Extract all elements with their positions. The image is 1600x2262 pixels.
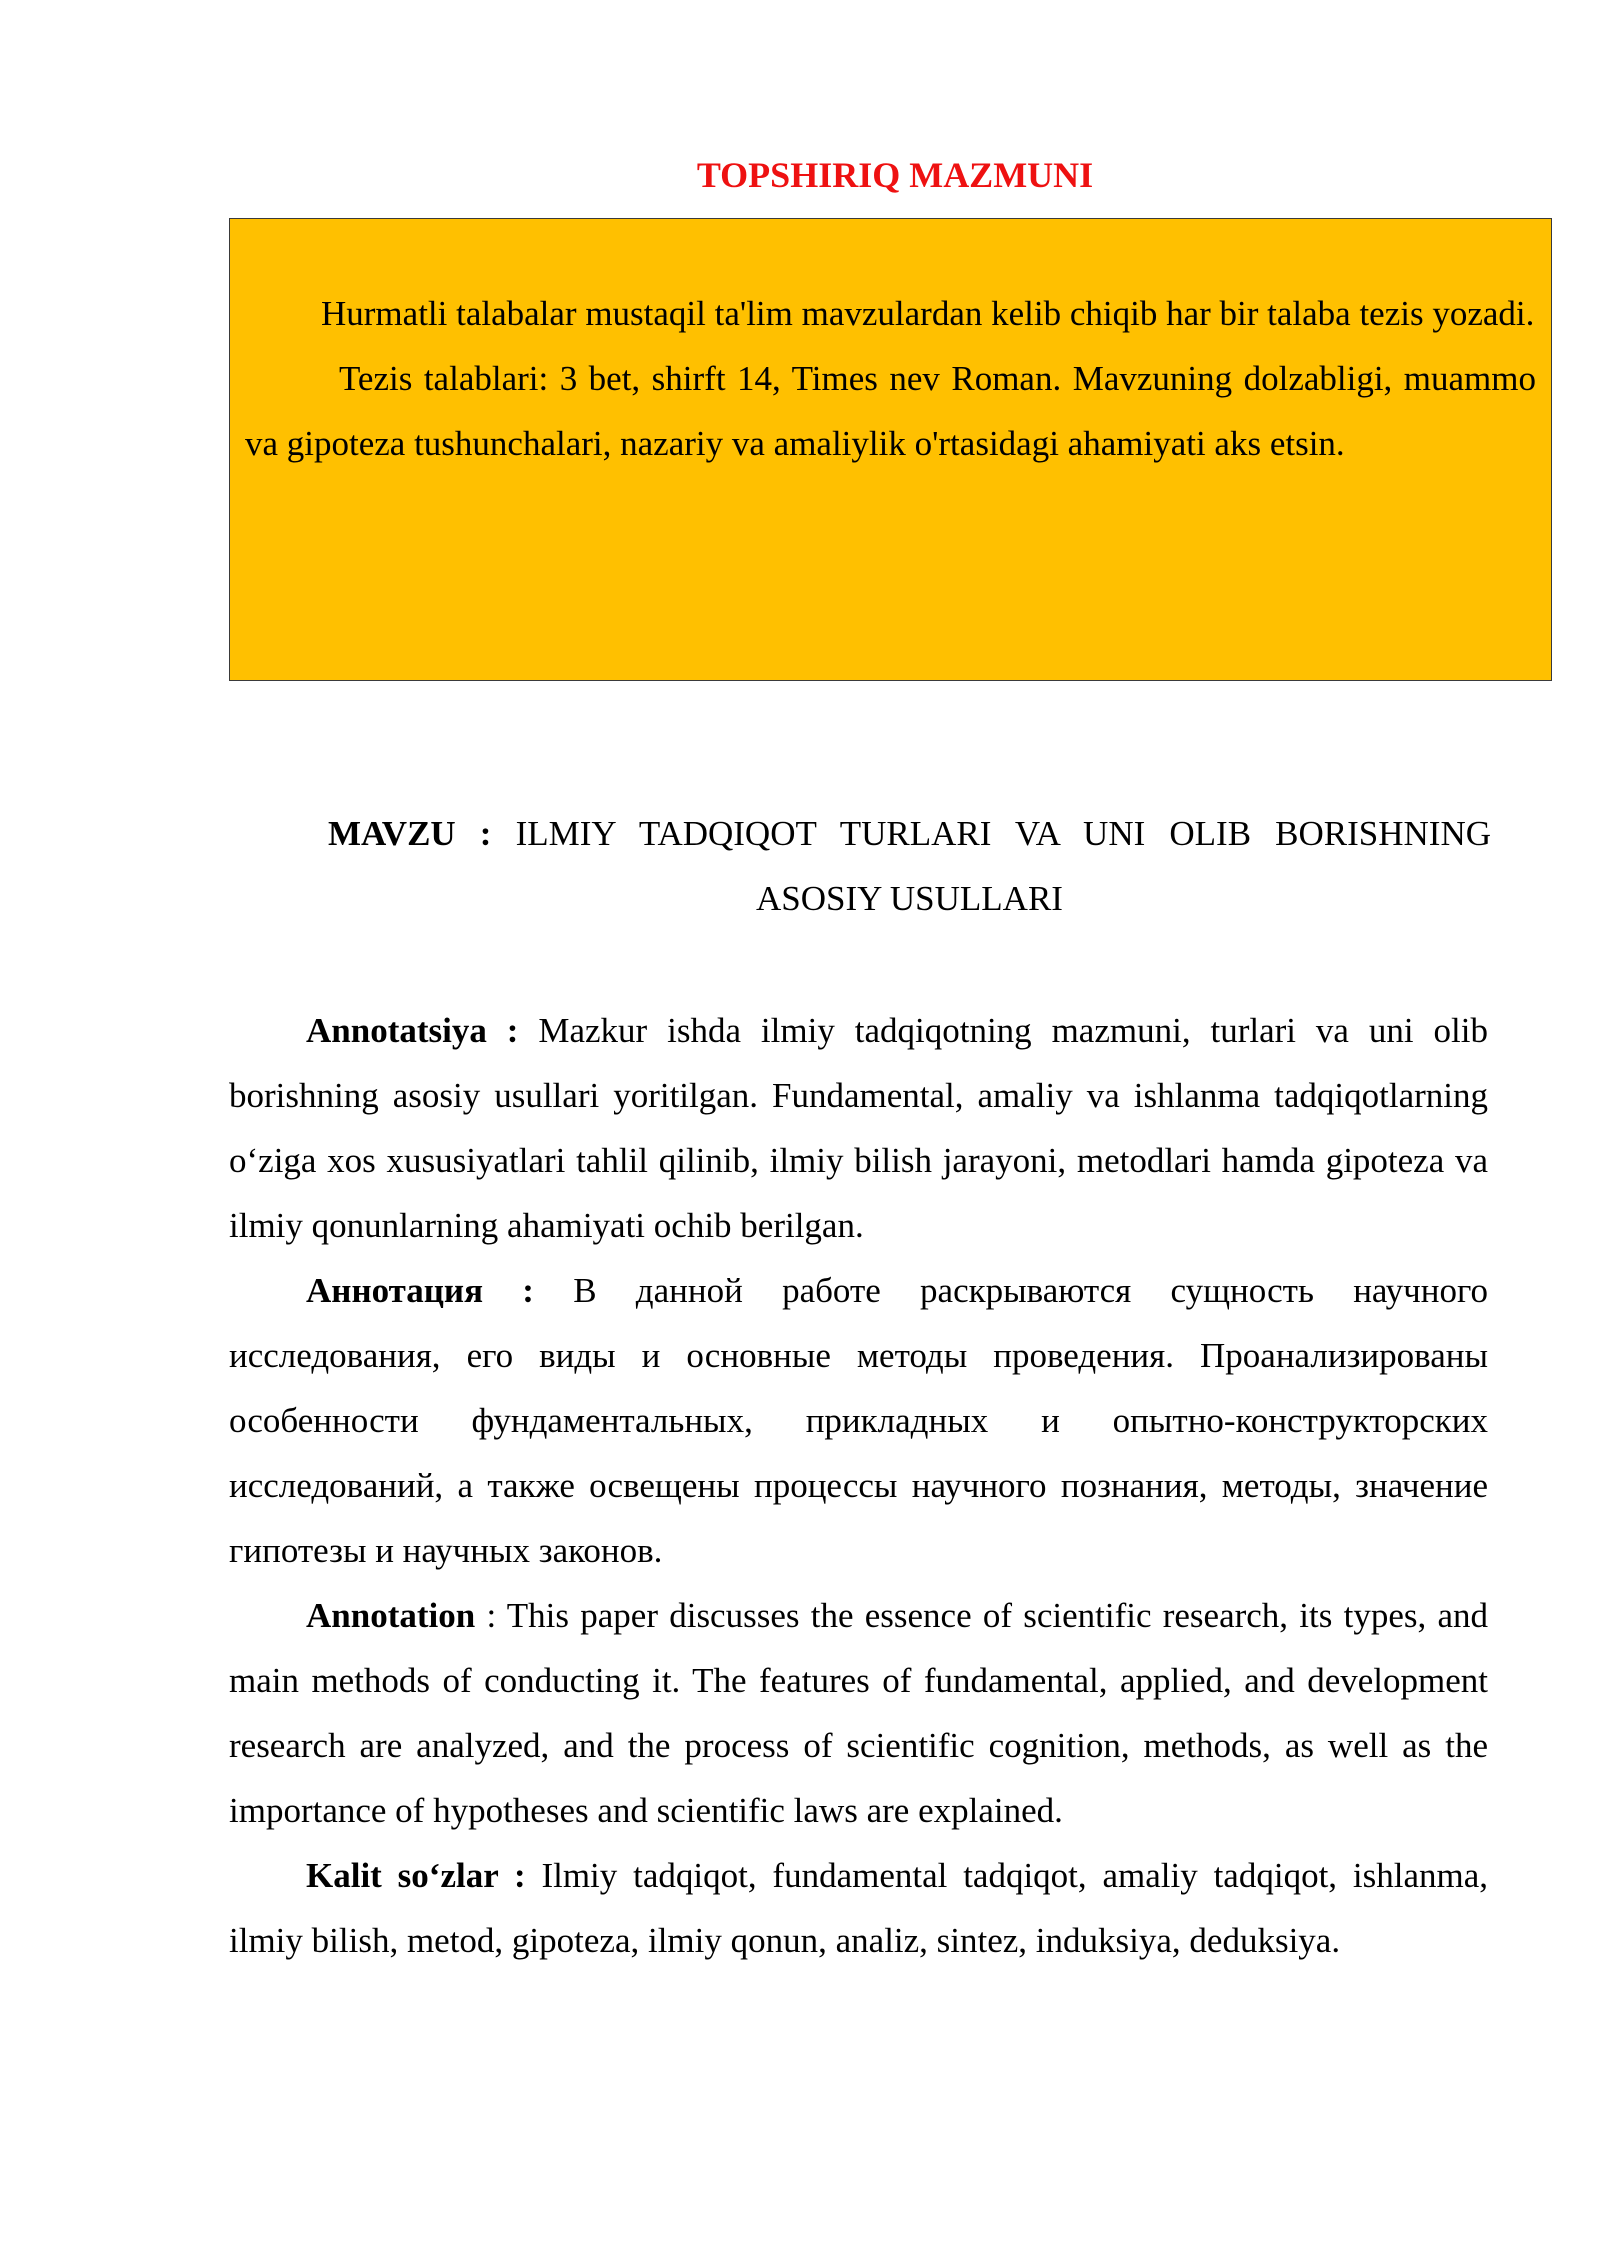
task-box [229, 218, 1552, 681]
task-paragraph-requirements: Tezis talablari: 3 bet, shirft 14, Times nev Roman. Mavzuning dolzabligi, muammo va gipoteza tushunchalari, nazariy va amaliylik o'rtasidagi ahamiyati aks etsin. [245, 359, 1536, 463]
abstract-english [229, 1583, 1488, 1843]
abstract-english-label: Annotation [306, 1596, 476, 1635]
abstract-english-text: : This paper discusses the essence of scientific research, its types, and main methods of conducting it. The features of fundamental, applied, and development research are analyzed, and the process of scientific cognition, methods, as well as the importance of hypotheses and scientific laws are explained. [229, 1596, 1489, 1830]
abstract-uzbek [229, 998, 1488, 1258]
abstracts-section [229, 998, 1488, 1973]
abstract-russian-label: Аннотация : [306, 1271, 534, 1310]
page-heading: TOPSHIRIQ MAZMUNI [696, 155, 1094, 195]
topic-line-1 [229, 801, 1491, 866]
topic-title [229, 801, 1491, 931]
keywords-label: Kalit so‘zlar : [306, 1856, 526, 1895]
keywords [229, 1843, 1488, 1973]
topic-label: MAVZU : [328, 814, 492, 853]
abstract-uzbek-text: Mazkur ishda ilmiy tadqiqotning mazmuni, turlari va uni olib borishning asosiy usullari yoritilgan. Fundamental, amaliy va ishlanma tadqiqotlarning o‘ziga xos xususiyatlari tahlil qilinib, ilmiy bilish jarayoni, metodlari hamda gipoteza va ilmiy qonunlarning ahamiyati ochib berilgan. [229, 1011, 1488, 1245]
topic-text-line-2: ASOSIY USULLARI [756, 879, 1063, 918]
abstract-russian [229, 1258, 1488, 1583]
keywords-text: Ilmiy tadqiqot, fundamental tadqiqot, amaliy tadqiqot, ishlanma, ilmiy bilish, metod, gipoteza, ilmiy qonun, analiz, sintez, induksiya, deduksiya. [229, 1856, 1488, 1960]
abstract-uzbek-label: Annotatsiya : [306, 1011, 519, 1050]
task-paragraph-intro: Hurmatli talabalar mustaqil ta'lim mavzulardan kelib chiqib har bir talaba tezis yozadi. [321, 294, 1535, 333]
abstract-russian-text: В данной работе раскрываются сущность научного исследования, его виды и основные методы проведения. Проанализированы особенности фундаментальных, прикладных и опытно-конструкторских исследований, а также освещены процессы научного познания, методы, значение гипотезы и научных законов. [229, 1271, 1488, 1570]
topic-text-line-1: ILMIY TADQIQOT TURLARI VA UNI OLIB BORISHNING [515, 814, 1491, 853]
